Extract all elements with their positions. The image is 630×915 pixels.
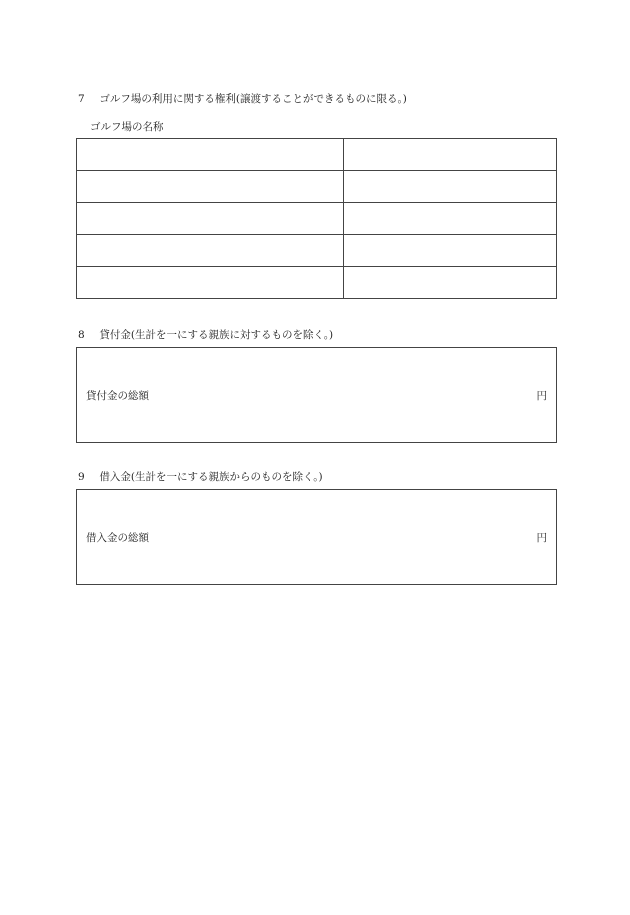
loan-total-label: 貸付金の総額 xyxy=(86,390,149,402)
section8-heading xyxy=(78,327,333,342)
borrowing-total-unit xyxy=(537,530,548,545)
table-row xyxy=(77,171,557,203)
golf-course-value-cell[interactable] xyxy=(344,267,557,299)
yen-unit: 円 xyxy=(536,390,547,402)
section9-title: 借入金(生計を一にする親族からのものを除く。) xyxy=(99,471,323,483)
table-row xyxy=(77,139,557,171)
golf-course-table xyxy=(76,138,557,299)
golf-course-name-cell[interactable] xyxy=(77,171,344,203)
section9-number: 9 xyxy=(78,471,85,483)
golf-course-name-cell[interactable] xyxy=(77,203,344,235)
golf-course-name-label: ゴルフ場の名称 xyxy=(90,121,164,133)
golf-course-value-cell[interactable] xyxy=(344,203,557,235)
yen-unit: 円 xyxy=(536,532,547,544)
loan-total-box[interactable] xyxy=(76,347,557,443)
golf-course-value-cell[interactable] xyxy=(344,139,557,171)
golf-course-name-cell[interactable] xyxy=(77,139,344,171)
section8-title: 貸付金(生計を一にする親族に対するものを除く。) xyxy=(99,329,334,341)
section7-title: ゴルフ場の利用に関する権利(譲渡することができるものに限る。) xyxy=(99,93,407,105)
golf-course-value-cell[interactable] xyxy=(344,171,557,203)
golf-course-name-cell[interactable] xyxy=(77,267,344,299)
borrowing-total-label: 借入金の総額 xyxy=(86,532,149,544)
loan-total-unit xyxy=(537,388,548,403)
table-row xyxy=(77,267,557,299)
table-row xyxy=(77,203,557,235)
borrowing-total-box[interactable] xyxy=(76,489,557,585)
section8-number: 8 xyxy=(78,329,85,341)
table-row xyxy=(77,235,557,267)
section7-number: 7 xyxy=(78,93,85,105)
section7-heading xyxy=(78,91,407,106)
section9-heading xyxy=(78,469,323,484)
golf-course-value-cell[interactable] xyxy=(344,235,557,267)
golf-course-name-cell[interactable] xyxy=(77,235,344,267)
